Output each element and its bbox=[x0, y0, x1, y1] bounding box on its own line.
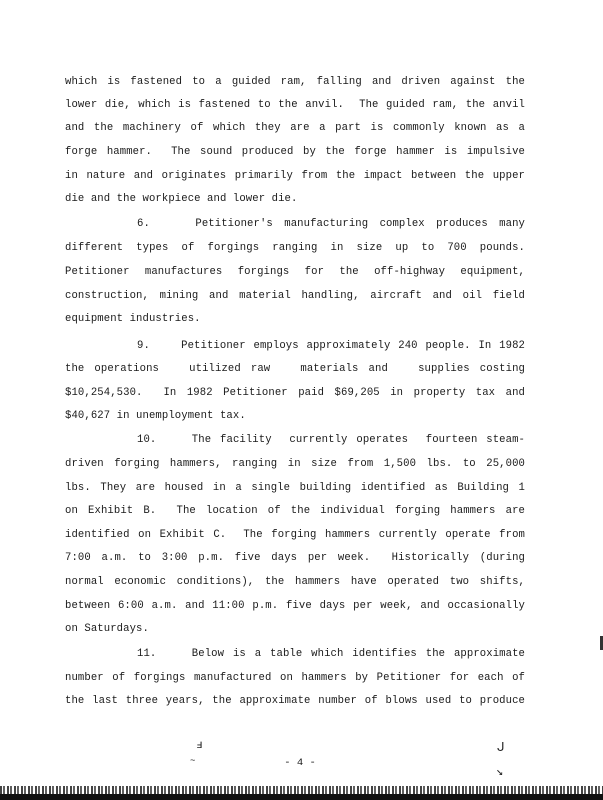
text-line: equipment industries. bbox=[65, 313, 201, 325]
scan-mark-left-dash: ~ bbox=[190, 756, 196, 766]
text-line: die and the workpiece and lower die. bbox=[65, 193, 298, 205]
page-number: - 4 - bbox=[284, 757, 316, 769]
scan-mark-left: ⅎ bbox=[196, 738, 204, 752]
text-line: different types of forgings ranging in size up to 700 pounds. bbox=[65, 242, 525, 254]
text-line: 6. Petitioner's manufacturing complex produces many bbox=[137, 218, 525, 230]
text-line: the operations utilized raw materials and supplies costing bbox=[65, 363, 525, 375]
text-line: construction, mining and material handling, aircraft and oil field bbox=[65, 290, 525, 302]
text-line: in nature and originates primarily from the impact between the upper bbox=[65, 170, 525, 182]
text-line: which is fastened to a guided ram, falling and driven against the bbox=[65, 76, 525, 88]
text-line: 7:00 a.m. to 3:00 p.m. five days per week. Historically (during bbox=[65, 552, 525, 564]
text-line: $40,627 in unemployment tax. bbox=[65, 410, 246, 422]
text-line: $10,254,530. In 1982 Petitioner paid $69,205 in property tax and bbox=[65, 387, 525, 399]
text-line: driven forging hammers, ranging in size from 1,500 lbs. to 25,000 bbox=[65, 458, 525, 470]
text-line: forge hammer. The sound produced by the forge hammer is impulsive bbox=[65, 146, 525, 158]
text-line: lower die, which is fastened to the anvil. The guided ram, the anvil bbox=[65, 99, 525, 111]
scan-mark-right-lower: ↘ bbox=[496, 765, 504, 779]
text-line: 11. Below is a table which identifies the approximate bbox=[137, 648, 525, 660]
text-line: between 6:00 a.m. and 11:00 p.m. five days per week, and occasionally bbox=[65, 600, 525, 612]
scan-bottom-edge bbox=[0, 794, 603, 800]
text-line: on Saturdays. bbox=[65, 623, 149, 635]
text-line: 9. Petitioner employs approximately 240 people. In 1982 bbox=[137, 340, 525, 352]
text-line: number of forgings manufactured on hammers by Petitioner for each of bbox=[65, 672, 525, 684]
text-line: and the machinery of which they are a part is commonly known as a bbox=[65, 122, 525, 134]
text-line: 10. The facility currently operates fourteen steam- bbox=[137, 434, 525, 446]
scan-mark-right: ᒍ bbox=[497, 741, 505, 755]
text-line: identified on Exhibit C. The forging hammers currently operate from bbox=[65, 529, 525, 541]
text-line: Petitioner manufactures forgings for the off-highway equipment, bbox=[65, 266, 525, 278]
text-line: lbs. They are housed in a single building identified as Building 1 bbox=[65, 482, 525, 494]
text-line: the last three years, the approximate number of blows used to produce bbox=[65, 695, 525, 707]
text-line: normal economic conditions), the hammers have operated two shifts, bbox=[65, 576, 525, 588]
text-line: on Exhibit B. The location of the individual forging hammers are bbox=[65, 505, 525, 517]
